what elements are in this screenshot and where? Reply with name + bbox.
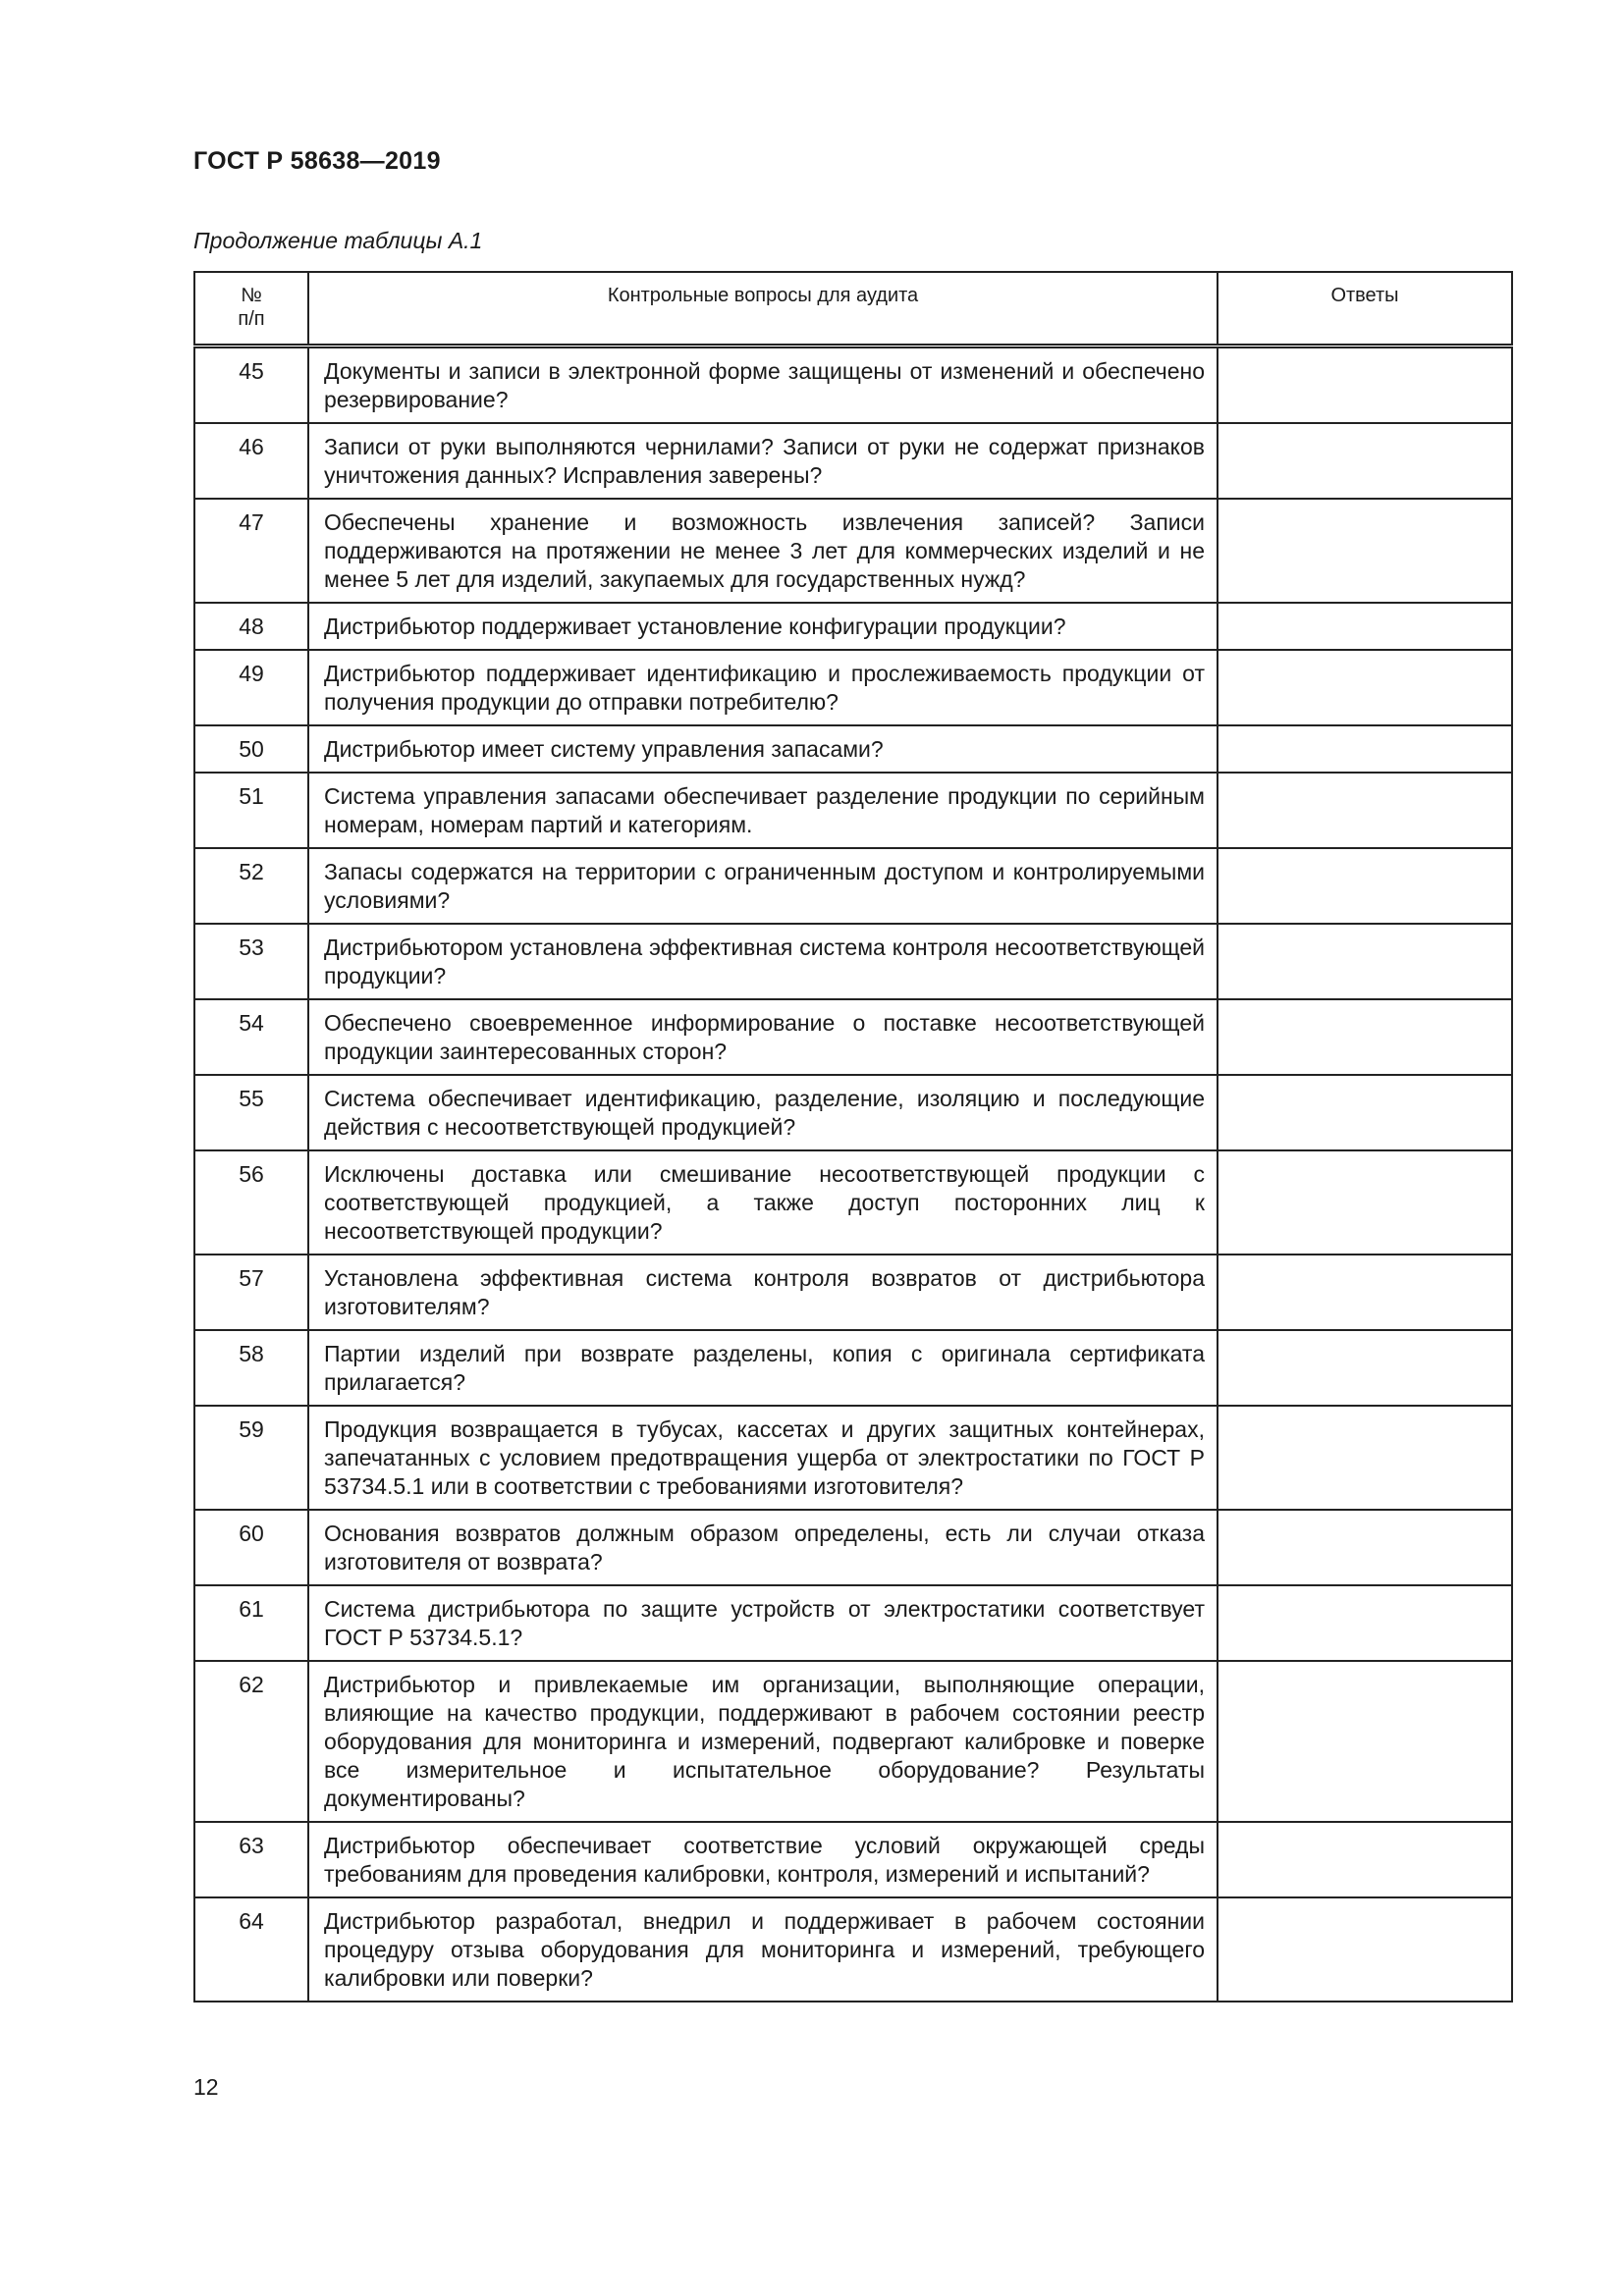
row-answer[interactable] [1218, 423, 1512, 499]
row-answer[interactable] [1218, 1822, 1512, 1897]
table-row [194, 650, 1512, 725]
row-answer[interactable] [1218, 1661, 1512, 1822]
table-row [194, 1255, 1512, 1330]
header-number: № п/п [194, 272, 308, 347]
header-row [194, 272, 1512, 347]
row-number: 63 [194, 1822, 308, 1897]
table-row [194, 1661, 1512, 1822]
table-row [194, 1406, 1512, 1510]
table-row [194, 1822, 1512, 1897]
row-number: 45 [194, 347, 308, 424]
row-answer[interactable] [1218, 924, 1512, 999]
row-question: Запасы содержатся на территории с ограниченным доступом и контролируемыми условиями? [308, 848, 1218, 924]
row-question: Система обеспечивает идентификацию, разделение, изоляцию и последующие действия с несоответствующей продукцией? [308, 1075, 1218, 1150]
row-answer[interactable] [1218, 773, 1512, 848]
row-question: Система дистрибьютора по защите устройств от электростатики соответствует ГОСТ Р 53734.5.1? [308, 1585, 1218, 1661]
row-question: Дистрибьютор поддерживает установление конфигурации продукции? [308, 603, 1218, 650]
row-number: 47 [194, 499, 308, 603]
row-question: Дистрибьютор имеет систему управления запасами? [308, 725, 1218, 773]
table-row [194, 1150, 1512, 1255]
row-number: 61 [194, 1585, 308, 1661]
row-answer[interactable] [1218, 1406, 1512, 1510]
row-question: Обеспечены хранение и возможность извлечения записей? Записи поддерживаются на протяжении не менее 3 лет для коммерческих изделий и не менее 5 лет для изделий, закупаемых для государственных нужд? [308, 499, 1218, 603]
row-question: Дистрибьютором установлена эффективная система контроля несоответствующей продукции? [308, 924, 1218, 999]
row-number: 54 [194, 999, 308, 1075]
table-row [194, 773, 1512, 848]
table-caption: Продолжение таблицы А.1 [193, 228, 483, 253]
row-question: Основания возвратов должным образом определены, есть ли случаи отказа изготовителя от возврата? [308, 1510, 1218, 1585]
row-number: 59 [194, 1406, 308, 1510]
table-body [194, 347, 1512, 2002]
row-answer[interactable] [1218, 347, 1512, 424]
row-number: 46 [194, 423, 308, 499]
row-answer[interactable] [1218, 1510, 1512, 1585]
row-answer[interactable] [1218, 1330, 1512, 1406]
row-number: 64 [194, 1897, 308, 2002]
row-answer[interactable] [1218, 1075, 1512, 1150]
row-question: Обеспечено своевременное информирование о поставке несоответствующей продукции заинтересованных сторон? [308, 999, 1218, 1075]
row-answer[interactable] [1218, 650, 1512, 725]
row-answer[interactable] [1218, 725, 1512, 773]
row-answer[interactable] [1218, 499, 1512, 603]
row-question: Дистрибьютор разработал, внедрил и поддерживает в рабочем состоянии процедуру отзыва оборудования для мониторинга и измерений, требующего калибровки или поверки? [308, 1897, 1218, 2002]
table-row [194, 347, 1512, 424]
row-question: Исключены доставка или смешивание несоответствующей продукции с соответствующей продукцией, а также доступ посторонних лиц к несоответствующей продукции? [308, 1150, 1218, 1255]
row-answer[interactable] [1218, 1897, 1512, 2002]
audit-questions-table [193, 271, 1513, 2002]
row-number: 57 [194, 1255, 308, 1330]
row-answer[interactable] [1218, 1150, 1512, 1255]
row-number: 49 [194, 650, 308, 725]
table-row [194, 603, 1512, 650]
row-answer[interactable] [1218, 848, 1512, 924]
table-row [194, 1075, 1512, 1150]
table-row [194, 499, 1512, 603]
page-number: 12 [193, 2074, 219, 2100]
header-answer: Ответы [1218, 272, 1512, 347]
row-number: 50 [194, 725, 308, 773]
row-question: Дистрибьютор обеспечивает соответствие условий окружающей среды требованиям для проведения калибровки, контроля, измерений и испытаний? [308, 1822, 1218, 1897]
row-question: Продукция возвращается в тубусах, кассетах и других защитных контейнерах, запечатанных с условием предотвращения ущерба от электростатики по ГОСТ Р 53734.5.1 или в соответствии с требованиями изготовителя? [308, 1406, 1218, 1510]
row-answer[interactable] [1218, 603, 1512, 650]
row-number: 55 [194, 1075, 308, 1150]
table-row [194, 999, 1512, 1075]
document-header: ГОСТ Р 58638—2019 [193, 147, 441, 175]
table-row [194, 725, 1512, 773]
row-question: Дистрибьютор поддерживает идентификацию и прослеживаемость продукции от получения продукции до отправки потребителю? [308, 650, 1218, 725]
row-number: 51 [194, 773, 308, 848]
row-question: Партии изделий при возврате разделены, копия с оригинала сертификата прилагается? [308, 1330, 1218, 1406]
row-number: 52 [194, 848, 308, 924]
row-question: Документы и записи в электронной форме защищены от изменений и обеспечено резервирование? [308, 347, 1218, 424]
table-row [194, 848, 1512, 924]
row-number: 53 [194, 924, 308, 999]
row-question: Установлена эффективная система контроля возвратов от дистрибьютора изготовителям? [308, 1255, 1218, 1330]
row-number: 60 [194, 1510, 308, 1585]
table-row [194, 1585, 1512, 1661]
table-row [194, 924, 1512, 999]
table-header [194, 272, 1512, 347]
header-question: Контрольные вопросы для аудита [308, 272, 1218, 347]
table-row [194, 1510, 1512, 1585]
row-number: 62 [194, 1661, 308, 1822]
table-row [194, 423, 1512, 499]
row-number: 56 [194, 1150, 308, 1255]
row-question: Записи от руки выполняются чернилами? Записи от руки не содержат признаков уничтожения данных? Исправления заверены? [308, 423, 1218, 499]
table-row [194, 1330, 1512, 1406]
table-row [194, 1897, 1512, 2002]
row-number: 48 [194, 603, 308, 650]
row-answer[interactable] [1218, 1255, 1512, 1330]
row-number: 58 [194, 1330, 308, 1406]
row-question: Система управления запасами обеспечивает разделение продукции по серийным номерам, номерам партий и категориям. [308, 773, 1218, 848]
row-answer[interactable] [1218, 1585, 1512, 1661]
row-answer[interactable] [1218, 999, 1512, 1075]
row-question: Дистрибьютор и привлекаемые им организации, выполняющие операции, влияющие на качество продукции, поддерживают в рабочем состоянии реестр оборудования для мониторинга и измерений, подвергают калибровке и поверке все измерительное и испытательное оборудование? Результаты документированы? [308, 1661, 1218, 1822]
